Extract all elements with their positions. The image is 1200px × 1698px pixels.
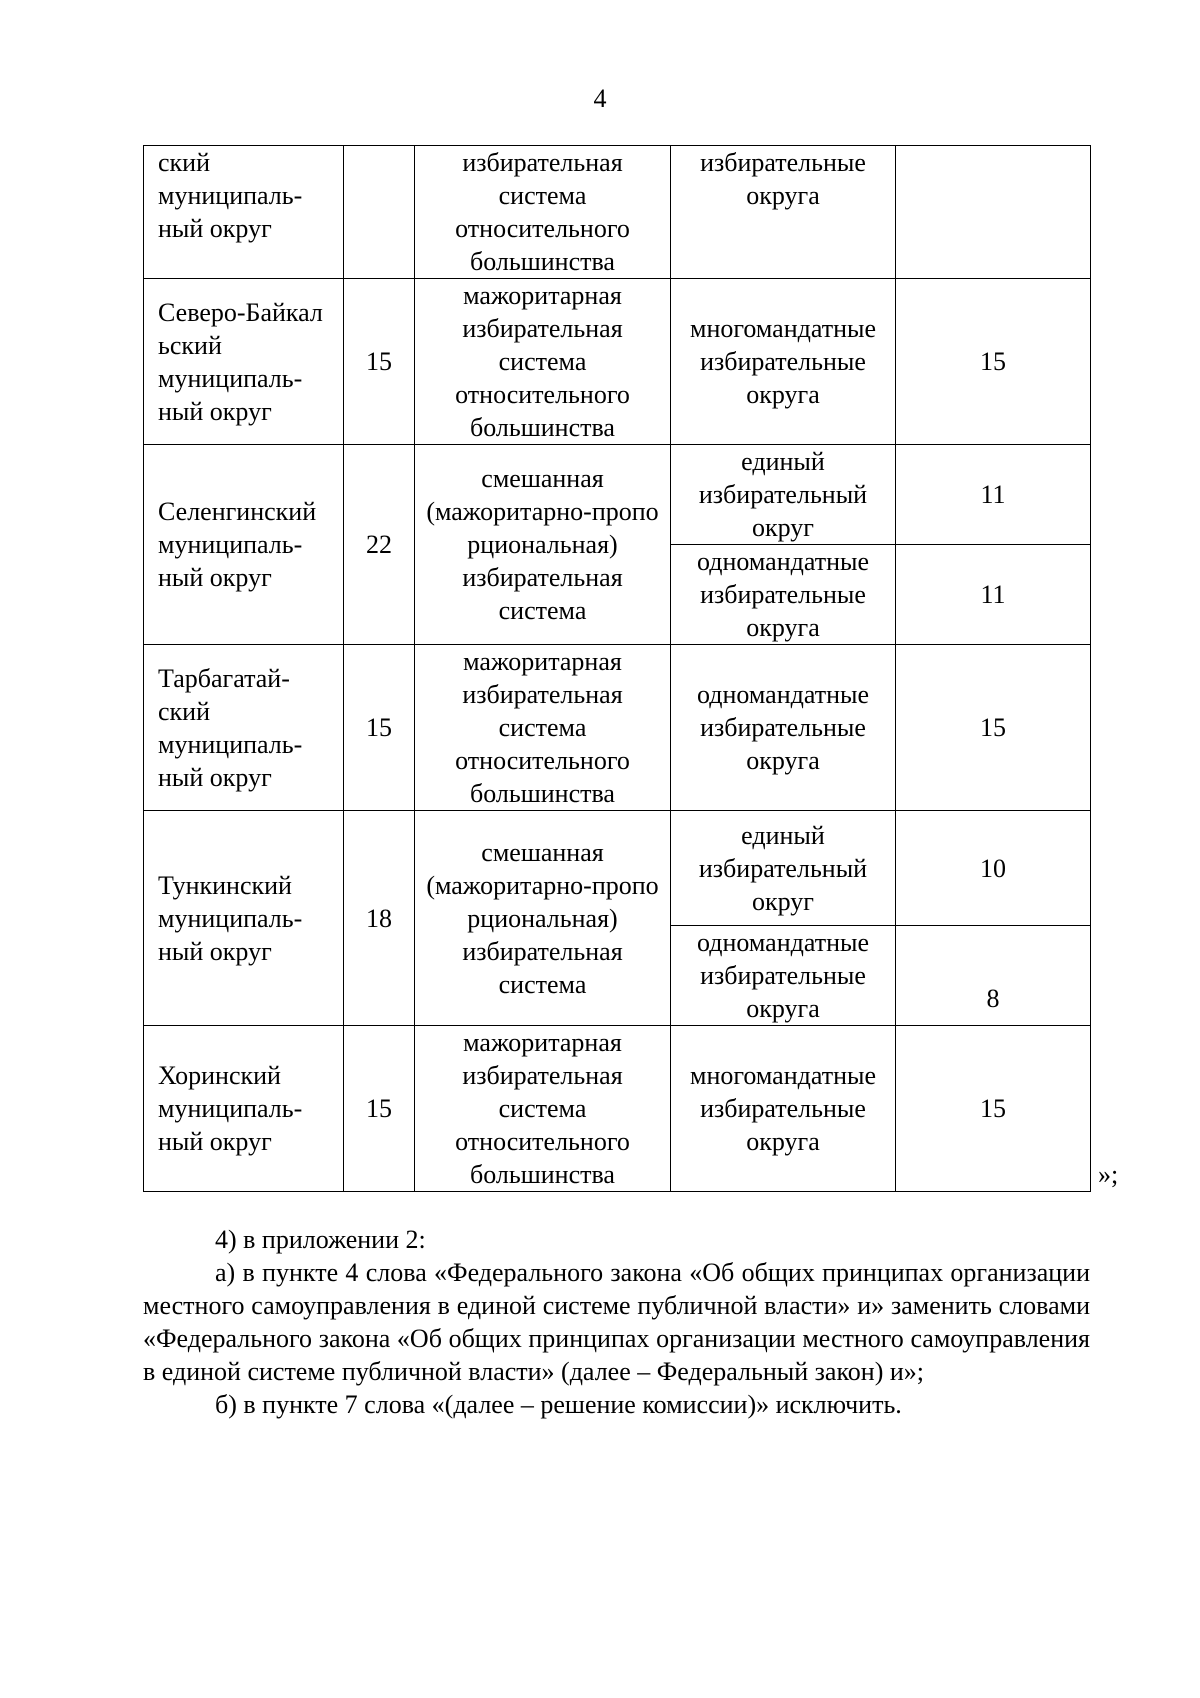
district-count: 8 xyxy=(896,926,1091,1026)
district-type: многомандатные избирательные округа xyxy=(671,1026,896,1192)
paragraph: б) в пункте 7 слова «(далее – решение комиссии)» исключить. xyxy=(215,1390,902,1419)
municipality-name: Хоринский муниципаль- ный округ xyxy=(144,1026,344,1192)
paragraph: а) в пункте 4 слова «Федерального закона «Об общих принципах организации местного самоуправления в единой системе публичной власти» и» заменить словами «Федерального закона «Об общих принципах организации местного самоуправления в единой системе публичной власти» (далее – Федеральный закон) и»; xyxy=(143,1258,1090,1386)
electoral-system: избирательная система относительного большинства xyxy=(415,146,671,279)
seats-count: 18 xyxy=(344,811,415,1026)
electoral-system: мажоритарная избирательная система относительного большинства xyxy=(415,1026,671,1192)
district-type: многомандатные избирательные округа xyxy=(671,279,896,445)
seats-count: 15 xyxy=(344,279,415,445)
table-row xyxy=(144,1026,1091,1192)
district-type: одномандатные избирательные округа xyxy=(671,545,896,645)
seats-count xyxy=(344,146,415,279)
seats-count: 15 xyxy=(344,1026,415,1192)
electoral-system: смешанная (мажоритарно-пропо рциональная) избирательная система xyxy=(415,445,671,645)
electoral-system: мажоритарная избирательная система относительного большинства xyxy=(415,645,671,811)
district-count: 10 xyxy=(896,811,1091,926)
table-row xyxy=(144,279,1091,445)
municipality-name: Тарбагатай- ский муниципаль- ный округ xyxy=(144,645,344,811)
district-type: избирательные округа xyxy=(671,146,896,279)
district-count: 15 xyxy=(896,1026,1091,1192)
municipality-name: ский муниципаль- ный округ xyxy=(144,146,344,279)
district-count: 15 xyxy=(896,645,1091,811)
municipality-name: Тункинский муниципаль- ный округ xyxy=(144,811,344,1026)
district-count xyxy=(896,146,1091,279)
seats-count: 15 xyxy=(344,645,415,811)
district-count: 15 xyxy=(896,279,1091,445)
district-count: 11 xyxy=(896,545,1091,645)
municipality-name: Северо-Байкал ьский муниципаль- ный округ xyxy=(144,279,344,445)
seats-count: 22 xyxy=(344,445,415,645)
amendment-text xyxy=(143,1223,1090,1421)
municipal-districts-table xyxy=(143,145,1091,1192)
table-row xyxy=(144,146,1091,279)
closing-quote: »; xyxy=(1098,1160,1119,1189)
paragraph: 4) в приложении 2: xyxy=(215,1225,426,1254)
district-type: одномандатные избирательные округа xyxy=(671,926,896,1026)
district-type: одномандатные избирательные округа xyxy=(671,645,896,811)
district-type: единый избирательный округ xyxy=(671,445,896,545)
municipality-name: Селенгинский муниципаль- ный округ xyxy=(144,445,344,645)
table-row xyxy=(144,645,1091,811)
table-row xyxy=(144,445,1091,545)
page-number: 4 xyxy=(593,84,607,113)
district-type: единый избирательный округ xyxy=(671,811,896,926)
district-count: 11 xyxy=(896,445,1091,545)
electoral-system: смешанная (мажоритарно-пропо рциональная) избирательная система xyxy=(415,811,671,1026)
electoral-system: мажоритарная избирательная система относительного большинства xyxy=(415,279,671,445)
table-row xyxy=(144,811,1091,926)
